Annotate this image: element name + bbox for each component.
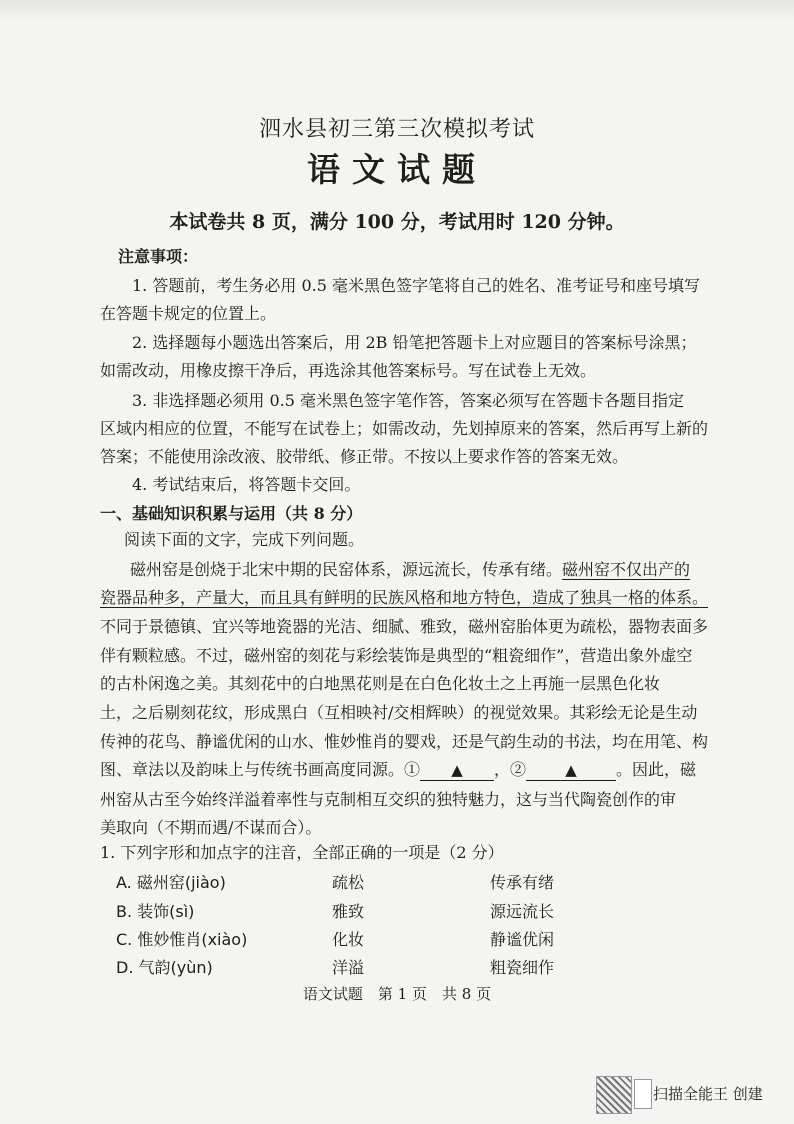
question-stem: 1. 下列字形和加点字的注音，全部正确的一项是（2 分） [100,843,504,862]
option-b-term-2: 雅致 [332,902,365,921]
option-c-term-2: 化妆 [332,930,365,949]
passage-line: 的古朴闲逸之美。其刻花中的白地黑花则是在白色化妆土之上再施一层黑色化妆 [100,674,661,693]
answer-blank-1: ▲ [420,760,494,781]
option-b-term-3: 源远流长 [490,902,555,921]
notice-line: 答案；不能使用涂改液、胶带纸、修正带。不按以上要求作答的答案无效。 [100,447,629,466]
reading-instruction: 阅读下面的文字，完成下列问题。 [124,530,365,549]
passage-line: 图、章法以及韵味上与传统书画高度同源。① ▲ ，② ▲ 。因此，磁 [100,760,697,779]
option-b-term: B. 装饰(sì) [116,902,195,921]
scan-edge [0,0,794,20]
exam-subtitle: 泗水县初三第三次模拟考试 [258,117,535,142]
option-a-term: A. 磁州窑(jiào) [116,873,226,892]
notice-line: 2. 选择题每小题选出答案后，用 2B 铅笔把答题卡上对应题目的答案标号涂黑； [132,333,697,352]
answer-blank-2: ▲ [526,760,616,781]
exam-meta: 本试卷共 8 页，满分 100 分，考试用时 120 分钟。 [169,211,625,233]
exam-title: 语文试题 [307,150,487,189]
passage-line: 伴有颗粒感。不过，磁州窑的刻花与彩绘装饰是典型的“粗瓷细作”，营造出象外虚空 [100,646,693,665]
passage-line: 州窑从古至今始终洋溢着率性与克制相互交织的独特魅力，这与当代陶瓷创作的审 [100,790,677,809]
option-d-term-3: 粗瓷细作 [490,958,555,977]
passage-line: 磁州窑是创烧于北宋中期的民窑体系，源远流长，传承有绪。磁州窑不仅出产的 [130,560,691,579]
passage-line: 传神的花鸟、静谧优闲的山水、惟妙惟肖的婴戏，还是气韵生动的书法，均在用笔、构 [100,732,709,751]
scanner-watermark: 扫描全能王 创建 [653,1085,763,1103]
notice-line: 1. 答题前，考生务必用 0.5 毫米黑色签字笔将自己的姓名、准考证号和座号填写 [132,276,700,295]
option-a-term-3: 传承有绪 [490,873,555,892]
option-d-term-2: 洋溢 [332,958,365,977]
section-heading: 一、基础知识积累与运用（共 8 分） [100,504,363,523]
passage-line: 瓷器品种多，产量大，而且具有鲜明的民族风格和地方特色，造成了独具一格的体系。 [100,588,709,607]
option-c-term: C. 惟妙惟肖(xiào) [116,930,248,949]
option-d-term: D. 气韵(yùn) [116,958,213,977]
passage-line: 土，之后剔刻花纹，形成黑白（互相映衬/交相辉映）的视觉效果。其彩绘无论是生动 [100,703,698,722]
notice-line: 在答题卡规定的位置上。 [100,304,277,323]
scanner-logo-icon [634,1079,652,1109]
page-footer: 语文试题 第 1 页 共 8 页 [302,985,492,1003]
notice-line: 区域内相应的位置，不能写在试卷上；如需改动，先划掉原来的答案，然后再写上新的 [100,419,709,438]
notice-heading: 注意事项： [118,247,199,266]
notice-line: 4. 考试结束后，将答题卡交回。 [132,475,361,494]
option-a-term-2: 疏松 [332,873,365,892]
option-c-term-3: 静谧优闲 [490,930,555,949]
passage-line: 美取向（不期而遇/不谋而合）。 [100,818,322,837]
passage-line: 不同于景德镇、宜兴等地瓷器的光洁、细腻、雅致，磁州窑胎体更为疏松，器物表面多 [100,617,709,636]
qr-code-icon [596,1076,632,1114]
notice-line: 如需改动，用橡皮擦干净后，再选涂其他答案标号。写在试卷上无效。 [100,361,597,380]
notice-line: 3. 非选择题必须用 0.5 毫米黑色签字笔作答，答案必须写在答题卡各题目指定 [132,391,684,410]
